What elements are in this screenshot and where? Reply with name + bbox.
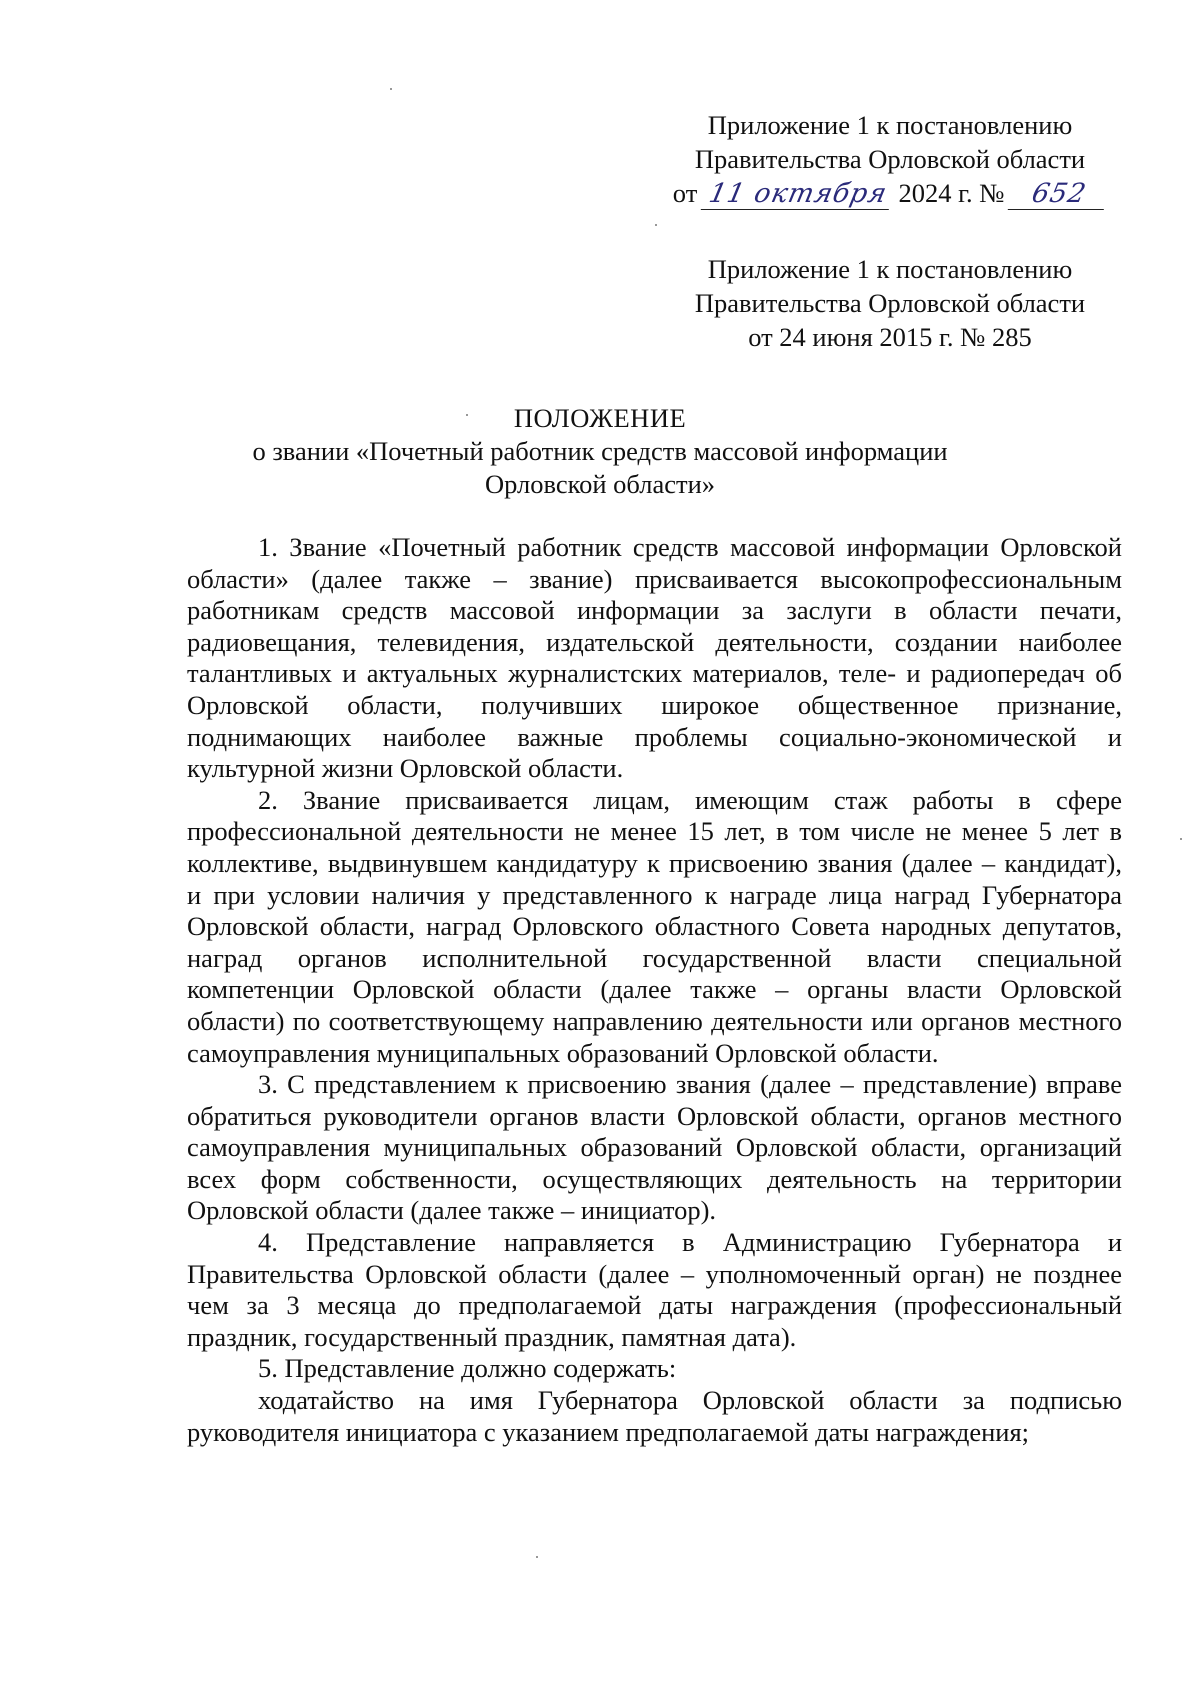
scan-speck — [536, 1556, 538, 1558]
handwritten-number: 652 — [1008, 179, 1111, 210]
scan-speck — [390, 88, 392, 90]
paragraph: 4. Представление направляется в Администрацию Губернатора и Правительства Орловской области (далее – уполномоченный орган) не позднее чем за 3 месяца до предполагаемой даты награждения (профессиональный праздник, государственный праздник, памятная дата). — [187, 1227, 1122, 1352]
appendix-line: от 24 июня 2015 г. № 285 — [748, 322, 1032, 352]
paragraph: 5. Представление должно содержать: — [258, 1353, 677, 1384]
appendix-date-line — [650, 176, 1130, 210]
title-heading: ПОЛОЖЕНИЕ — [513, 403, 687, 433]
scan-speck — [655, 224, 657, 226]
appendix-line: Приложение 1 к постановлению — [707, 110, 1073, 140]
document-body — [187, 532, 1122, 1448]
paragraph: 2. Звание присваивается лицам, имеющим стаж работы в сфере профессиональной деятельности не менее 15 лет, в том числе не менее 5 лет в коллективе, выдвинувшем кандидатуру к присвоению звания (далее – кандидат), и при условии наличия у представленного к награде лица наград Губернатора Орловской области, наград Орловского областного Совета народных депутатов, наград органов исполнительной государственной власти специальной компетенции Орловской области (далее также – органы власти Орловской области) по соответствующему направлению деятельности или органов местного самоуправления муниципальных образований Орловской области. — [187, 784, 1122, 1068]
scan-speck — [1180, 838, 1182, 840]
date-prefix: от — [672, 178, 698, 208]
date-year: 2024 г. № — [898, 178, 1005, 208]
paragraph: 3. С представлением к присвоению звания (далее – представление) вправе обратиться руководители органов власти Орловской области, органов местного самоуправления муниципальных образований Орловской области, организаций всех форм собственности, осуществляющих деятельность на территории Орловской области (далее также – инициатор). — [187, 1069, 1122, 1226]
title-line: Орловской области» — [484, 469, 716, 499]
title-line: о звании «Почетный работник средств массовой информации — [252, 436, 948, 466]
appendix-header-current — [650, 108, 1130, 210]
document-title — [150, 402, 1050, 501]
handwritten-date: 11 октября — [701, 179, 896, 210]
paragraph: ходатайство на имя Губернатора Орловской области за подписью руководителя инициатора с указанием предполагаемой даты награждения; — [187, 1385, 1122, 1447]
appendix-line: Правительства Орловской области — [694, 144, 1086, 174]
appendix-line: Правительства Орловской области — [694, 288, 1086, 318]
appendix-line: Приложение 1 к постановлению — [707, 254, 1073, 284]
scan-speck — [466, 414, 468, 416]
paragraph: 1. Звание «Почетный работник средств массовой информации Орловской области» (далее также – звание) присваивается высокопрофессиональным работникам средств массовой информации за заслуги в области печати, радиовещания, телевидения, издательской деятельности, создании наиболее талантливых и актуальных журналистских материалов, теле- и радиопередач об Орловской области, получивших широкое общественное признание, поднимающих наиболее важные проблемы социально-экономической и культурной жизни Орловской области. — [187, 532, 1122, 784]
appendix-header-original — [650, 252, 1130, 354]
